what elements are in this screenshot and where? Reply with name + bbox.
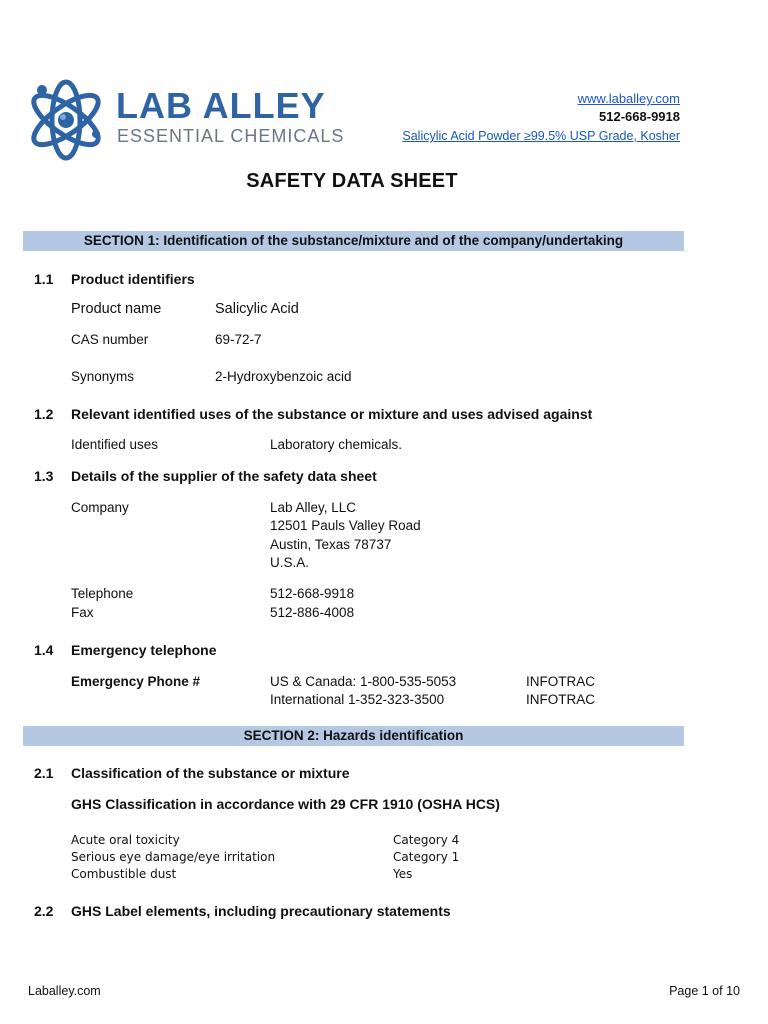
- cas-label: CAS number: [71, 332, 149, 347]
- section-1-header: SECTION 1: Identification of the substance/mixture and of the company/undertaking: [23, 231, 684, 251]
- subsection-title: Classification of the substance or mixture: [71, 765, 350, 781]
- ghs-classification-heading: GHS Classification in accordance with 29 CFR 1910 (OSHA HCS): [71, 796, 500, 812]
- hazard-category: Category 1: [393, 850, 460, 864]
- company-city: Austin, Texas 78737: [270, 537, 392, 552]
- atom-icon: [28, 82, 105, 158]
- hazard-category: Category 4: [393, 833, 460, 847]
- subsection-number: 1.3: [34, 468, 54, 484]
- hazard-name: Serious eye damage/eye irritation: [71, 850, 276, 864]
- identified-uses-label: Identified uses: [71, 437, 159, 452]
- fax-label: Fax: [71, 605, 94, 620]
- synonyms-label: Synonyms: [71, 369, 135, 384]
- identified-uses-value: Laboratory chemicals.: [270, 437, 403, 452]
- product-link[interactable]: Salicylic Acid Powder ≥99.5% USP Grade, Kosher: [402, 129, 680, 143]
- subsection-title: Emergency telephone: [71, 642, 217, 658]
- logo-title: LAB ALLEY: [116, 85, 326, 126]
- company-name: Lab Alley, LLC: [270, 500, 357, 515]
- cas-value: 69-72-7: [215, 332, 262, 347]
- company-label: Company: [71, 500, 129, 515]
- subsection-number: 1.2: [34, 406, 54, 422]
- subsection-title: Details of the supplier of the safety data sheet: [71, 468, 377, 484]
- emergency-provider: INFOTRAC: [526, 692, 595, 707]
- subsection-title: Relevant identified uses of the substance or mixture and uses advised against: [71, 406, 593, 422]
- emergency-phone-label: Emergency Phone #: [71, 674, 201, 689]
- subsection-number: 2.1: [34, 765, 54, 781]
- hazard-name: Acute oral toxicity: [71, 833, 180, 847]
- hazard-category: Yes: [393, 867, 413, 881]
- page-number: Page 1 of 10: [669, 984, 740, 998]
- document-title: SAFETY DATA SHEET: [246, 170, 458, 192]
- logo-subtitle: ESSENTIAL CHEMICALS: [117, 126, 345, 146]
- company-country: U.S.A.: [270, 555, 310, 570]
- company-street: 12501 Pauls Valley Road: [270, 518, 421, 533]
- synonyms-value: 2-Hydroxybenzoic acid: [215, 369, 352, 384]
- subsection-title: Product identifiers: [71, 271, 195, 287]
- subsection-number: 2.2: [34, 903, 54, 919]
- header-phone: 512-668-9918: [599, 109, 680, 124]
- footer-site: Laballey.com: [28, 984, 101, 998]
- subsection-number: 1.1: [34, 271, 54, 287]
- subsection-title: GHS Label elements, including precautionary statements: [71, 903, 451, 919]
- product-name-value: Salicylic Acid: [215, 301, 299, 317]
- emergency-number: International 1-352-323-3500: [270, 692, 445, 707]
- website-link[interactable]: www.laballey.com: [577, 91, 680, 106]
- section-2-header: SECTION 2: Hazards identification: [23, 726, 684, 746]
- telephone-value: 512-668-9918: [270, 586, 355, 601]
- fax-value: 512-886-4008: [270, 605, 355, 620]
- subsection-number: 1.4: [34, 642, 54, 658]
- product-name-label: Product name: [71, 301, 162, 317]
- hazard-name: Combustible dust: [71, 867, 177, 881]
- emergency-number: US & Canada: 1-800-535-5053: [270, 674, 457, 689]
- emergency-provider: INFOTRAC: [526, 674, 595, 689]
- telephone-label: Telephone: [71, 586, 134, 601]
